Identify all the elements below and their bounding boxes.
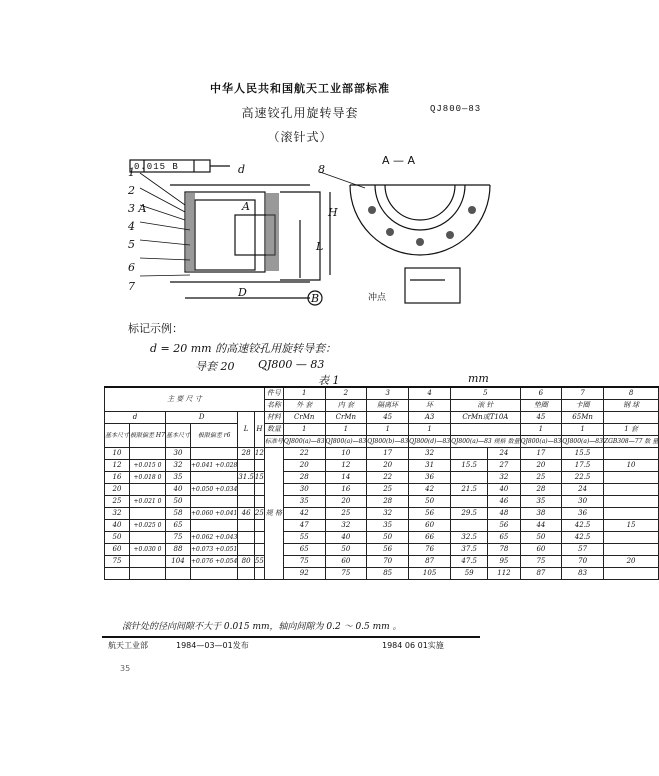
value-cell: 28 [367, 496, 409, 508]
value-cell: 37.5 [451, 544, 488, 556]
marking-label: 标记示例： [128, 322, 183, 335]
value-cell: 17 [520, 448, 562, 460]
value-cell: 10 [325, 448, 367, 460]
col-number: 8 [603, 387, 658, 400]
dim-L-label: L [316, 240, 324, 253]
value-cell: 55 [283, 532, 325, 544]
part-name: 垫圈 [520, 400, 562, 412]
value-cell: 42 [283, 508, 325, 520]
part-number-4: 4 [128, 220, 135, 233]
value-cell: 56 [488, 520, 520, 532]
std: QJ800(a)—83 规格 数量 [451, 436, 521, 448]
value-cell [451, 496, 488, 508]
dim-cell: +0.050 +0.034 [191, 484, 238, 496]
datum-B-label: B [311, 292, 320, 305]
dim-cell: 50 [165, 496, 190, 508]
material: CrMn [283, 412, 325, 424]
part-name: 钢 球 [603, 400, 658, 412]
value-cell: 25 [325, 508, 367, 520]
tolerance-frame-text: 0.015 B [134, 162, 179, 172]
value-cell: 46 [488, 496, 520, 508]
value-cell: 32 [409, 448, 451, 460]
dim-cell: 80 [238, 556, 255, 568]
dim-cell [254, 496, 264, 508]
dim-cell [254, 520, 264, 532]
value-cell: 105 [409, 568, 451, 580]
dim-cell: 46 [238, 508, 255, 520]
value-cell: 32 [325, 520, 367, 532]
dim-cell [191, 472, 238, 484]
table-row [105, 520, 659, 532]
value-cell: 36 [562, 508, 604, 520]
dim-cell [238, 532, 255, 544]
dim-cell [130, 532, 166, 544]
name-header: 名称 [264, 400, 283, 412]
dim-cell: 12 [105, 460, 130, 472]
std: QJ800(a)—83 [520, 436, 562, 448]
table-row [105, 508, 659, 520]
value-cell: 95 [488, 556, 520, 568]
value-cell [451, 520, 488, 532]
footer-issued: 1984—03—01发布 [176, 641, 249, 650]
value-cell: 15 [603, 520, 658, 532]
value-cell: 76 [409, 544, 451, 556]
std-header: 标准号 [264, 436, 283, 448]
dim-cell: +0.021 0 [130, 496, 166, 508]
table-label: 表 1 [318, 374, 340, 387]
value-cell: 42.5 [562, 520, 604, 532]
value-cell [603, 448, 658, 460]
value-cell: 24 [562, 484, 604, 496]
value-cell: 14 [325, 472, 367, 484]
part-number-5: 5 [128, 238, 135, 251]
std: ZGB308—77 数 量 [603, 436, 658, 448]
dim-cell [191, 448, 238, 460]
dim-cell [238, 520, 255, 532]
dim-cell: +0.060 +0.041 [191, 508, 238, 520]
value-cell: 28 [283, 472, 325, 484]
value-cell: 22 [367, 472, 409, 484]
value-cell [603, 496, 658, 508]
bushing-drawing [100, 150, 500, 325]
part-number-header: 件号 [264, 387, 283, 400]
value-cell: 60 [520, 544, 562, 556]
material: 45 [520, 412, 562, 424]
main-dims-header: 主 要 尺 寸 [105, 387, 265, 412]
dim-cell: 35 [165, 472, 190, 484]
dim-cell: 65 [165, 520, 190, 532]
dim-cell [130, 556, 166, 568]
qty: 1 [283, 424, 325, 436]
qty: 1 [520, 424, 562, 436]
value-cell [451, 472, 488, 484]
part-name: 隔离环 [367, 400, 409, 412]
value-cell: 35 [367, 520, 409, 532]
value-cell: 22 [283, 448, 325, 460]
material: CrMn或T10A [451, 412, 521, 424]
table-row [105, 556, 659, 568]
dim-cell: 40 [105, 520, 130, 532]
value-cell: 20 [283, 460, 325, 472]
qty-header: 数量 [264, 424, 283, 436]
std: QJ800(a)—83 [562, 436, 604, 448]
value-cell [603, 544, 658, 556]
material [603, 412, 658, 424]
value-cell: 22.5 [562, 472, 604, 484]
value-cell: 87 [409, 556, 451, 568]
dim-cell: 50 [105, 532, 130, 544]
value-cell: 31 [409, 460, 451, 472]
part-name: 环 [409, 400, 451, 412]
dim-cell [238, 568, 255, 580]
material-header: 材料 [264, 412, 283, 424]
dim-cell: 104 [165, 556, 190, 568]
spec-table [104, 386, 659, 580]
value-cell: 30 [562, 496, 604, 508]
value-cell: 60 [325, 556, 367, 568]
std: QJ800(b)—83 [367, 436, 409, 448]
dim-cell: +0.030 0 [130, 544, 166, 556]
col-number: 6 [520, 387, 562, 400]
value-cell: 24 [488, 448, 520, 460]
value-cell: 75 [325, 568, 367, 580]
unit-label: mm [468, 372, 489, 385]
value-cell: 25 [520, 472, 562, 484]
dim-cell: 28 [238, 448, 255, 460]
value-cell: 112 [488, 568, 520, 580]
dim-cell: 12 [254, 448, 264, 460]
value-cell: 28 [520, 484, 562, 496]
value-cell: 78 [488, 544, 520, 556]
value-cell: 42 [409, 484, 451, 496]
value-cell [603, 472, 658, 484]
footer-issuer: 航天工业部 [108, 641, 148, 650]
value-cell: 50 [325, 544, 367, 556]
dim-cell: 32 [165, 460, 190, 472]
footer-rule [102, 636, 480, 638]
dim-cell [238, 544, 255, 556]
value-cell: 30 [283, 484, 325, 496]
qty: 1 [562, 424, 604, 436]
dim-cell [254, 532, 264, 544]
value-cell: 38 [520, 508, 562, 520]
dim-d-label: d [238, 163, 246, 176]
callout-chongdian: 冲点 [368, 293, 387, 303]
qty: 1 [367, 424, 409, 436]
dim-D-label: D [238, 286, 247, 299]
value-cell: 42.5 [562, 532, 604, 544]
value-cell: 60 [409, 520, 451, 532]
table-row [105, 448, 659, 460]
sub-header-D-tol: 极限偏差 r6 [191, 424, 238, 448]
part-number-3: 3 A [128, 202, 147, 215]
value-cell [603, 532, 658, 544]
table-row [105, 472, 659, 484]
value-cell: 20 [603, 556, 658, 568]
dim-cell: +0.025 0 [130, 520, 166, 532]
col-number: 3 [367, 387, 409, 400]
qty: 1 套 [603, 424, 658, 436]
dim-cell: 30 [165, 448, 190, 460]
part-number-7: 7 [128, 280, 135, 293]
dim-cell: 15 [254, 472, 264, 484]
part-name: 外 套 [283, 400, 325, 412]
part-name: 滚 针 [451, 400, 521, 412]
value-cell: 35 [520, 496, 562, 508]
qty: 1 [409, 424, 451, 436]
std: QJ800(a)—83 [283, 436, 325, 448]
table-row [105, 544, 659, 556]
dim-cell: 60 [105, 544, 130, 556]
sub-header-d-tol: 极限偏差 H7 [130, 424, 166, 448]
value-cell: 50 [367, 532, 409, 544]
dim-cell [130, 448, 166, 460]
value-cell: 70 [367, 556, 409, 568]
dim-cell [191, 568, 238, 580]
dim-cell: 10 [105, 448, 130, 460]
material: 65Mn [562, 412, 604, 424]
spec-label: 规 格 [264, 448, 283, 580]
dim-cell: 58 [165, 508, 190, 520]
table-row [105, 484, 659, 496]
dim-cell [165, 568, 190, 580]
dim-cell [105, 568, 130, 580]
section-label: A — A [382, 154, 416, 167]
value-cell: 10 [603, 460, 658, 472]
value-cell: 32 [367, 508, 409, 520]
table-row [105, 532, 659, 544]
dim-cell: +0.062 +0.043 [191, 532, 238, 544]
value-cell: 15.5 [451, 460, 488, 472]
spec-rows [105, 448, 659, 580]
dim-cell: 75 [105, 556, 130, 568]
sub-header-D: D [165, 412, 237, 424]
dim-cell [254, 544, 264, 556]
material: CrMn [325, 412, 367, 424]
sub-header-D-basic: 基本尺寸 [165, 424, 190, 448]
value-cell: 59 [451, 568, 488, 580]
value-cell [451, 448, 488, 460]
dim-cell [238, 496, 255, 508]
org-standard-heading: 中华人民共和国航天工业部部标准 [210, 82, 390, 95]
value-cell: 32 [488, 472, 520, 484]
col-number: 7 [562, 387, 604, 400]
marking-line-2-code: QJ800 — 83 [258, 358, 325, 371]
value-cell: 47 [283, 520, 325, 532]
value-cell: 17.5 [562, 460, 604, 472]
qty: 1 [325, 424, 367, 436]
value-cell: 12 [325, 460, 367, 472]
dim-cell: +0.018 0 [130, 472, 166, 484]
value-cell: 29.5 [451, 508, 488, 520]
dim-cell: 32 [105, 508, 130, 520]
sub-header-d-basic: 基本尺寸 [105, 424, 130, 448]
value-cell: 50 [520, 532, 562, 544]
dim-cell [254, 460, 264, 472]
dim-cell [130, 568, 166, 580]
value-cell: 44 [520, 520, 562, 532]
dim-cell [130, 508, 166, 520]
value-cell: 66 [409, 532, 451, 544]
value-cell: 48 [488, 508, 520, 520]
value-cell: 40 [325, 532, 367, 544]
std: QJ800(a)—83 [325, 436, 367, 448]
value-cell: 83 [562, 568, 604, 580]
std: QJ800(d)—83 [409, 436, 451, 448]
table-row [105, 460, 659, 472]
value-cell: 75 [520, 556, 562, 568]
part-number-6: 6 [128, 261, 135, 274]
dim-cell: 25 [105, 496, 130, 508]
dim-H-label: H [328, 206, 338, 219]
dim-cell [191, 496, 238, 508]
value-cell [603, 484, 658, 496]
sub-header-H: H [254, 412, 264, 448]
value-cell [603, 508, 658, 520]
value-cell: 25 [367, 484, 409, 496]
document-title: 高速铰孔用旋转导套 [241, 106, 359, 120]
value-cell: 32.5 [451, 532, 488, 544]
dim-cell: 25 [254, 508, 264, 520]
material: 45 [367, 412, 409, 424]
value-cell: 36 [409, 472, 451, 484]
value-cell: 70 [562, 556, 604, 568]
part-name: 卡圈 [562, 400, 604, 412]
dim-cell: +0.076 +0.054 [191, 556, 238, 568]
dim-cell [238, 460, 255, 472]
dim-cell [254, 484, 264, 496]
footer-effective: 1984 06 01实施 [382, 641, 444, 650]
value-cell: 40 [488, 484, 520, 496]
dim-cell: 20 [105, 484, 130, 496]
value-cell: 57 [562, 544, 604, 556]
value-cell: 65 [488, 532, 520, 544]
value-cell: 87 [520, 568, 562, 580]
col-number: 1 [283, 387, 325, 400]
value-cell: 50 [409, 496, 451, 508]
value-cell: 75 [283, 556, 325, 568]
col-number: 5 [451, 387, 521, 400]
dim-cell [238, 484, 255, 496]
document-subtitle: （滚针式） [267, 130, 333, 144]
dim-cell [191, 520, 238, 532]
sub-header-d: d [105, 412, 166, 424]
table-row [105, 496, 659, 508]
value-cell: 85 [367, 568, 409, 580]
value-cell: 20 [325, 496, 367, 508]
clearance-note: 滚针处的径向间隙不大于 0.015 mm，轴向间隙为 0.2 ～ 0.5 mm 。 [122, 622, 402, 632]
dim-cell [130, 484, 166, 496]
sub-header-L: L [238, 412, 255, 448]
col-number: 4 [409, 387, 451, 400]
dim-cell [254, 568, 264, 580]
value-cell [603, 568, 658, 580]
qty [451, 424, 521, 436]
value-cell: 27 [488, 460, 520, 472]
dim-cell: +0.073 +0.051 [191, 544, 238, 556]
dim-cell: +0.041 +0.028 [191, 460, 238, 472]
value-cell: 35 [283, 496, 325, 508]
dim-cell: 16 [105, 472, 130, 484]
value-cell: 17 [367, 448, 409, 460]
value-cell: 20 [520, 460, 562, 472]
part-number-1: 1 [128, 166, 135, 179]
value-cell: 56 [367, 544, 409, 556]
dim-cell: +0.015 0 [130, 460, 166, 472]
part-number-8: 8 [318, 163, 325, 176]
value-cell: 21.5 [451, 484, 488, 496]
part-name: 内 套 [325, 400, 367, 412]
col-number: 2 [325, 387, 367, 400]
marking-line-2-name: 导套 20 [195, 360, 235, 373]
value-cell: 20 [367, 460, 409, 472]
value-cell: 16 [325, 484, 367, 496]
value-cell: 56 [409, 508, 451, 520]
dim-cell: 88 [165, 544, 190, 556]
dim-cell: 31.5 [238, 472, 255, 484]
table-row [105, 568, 659, 580]
value-cell: 15.5 [562, 448, 604, 460]
marking-line-1: d = 20 mm 的高速铰孔用旋转导套： [150, 342, 337, 355]
dim-cell: 75 [165, 532, 190, 544]
section-A-marker: A [242, 200, 250, 213]
value-cell: 92 [283, 568, 325, 580]
part-number-2: 2 [128, 184, 135, 197]
value-cell: 65 [283, 544, 325, 556]
standard-code: QJ800—83 [430, 104, 482, 114]
material: A3 [409, 412, 451, 424]
page-number: 35 [120, 664, 131, 673]
dim-cell: 55 [254, 556, 264, 568]
dim-cell: 40 [165, 484, 190, 496]
value-cell: 47.5 [451, 556, 488, 568]
